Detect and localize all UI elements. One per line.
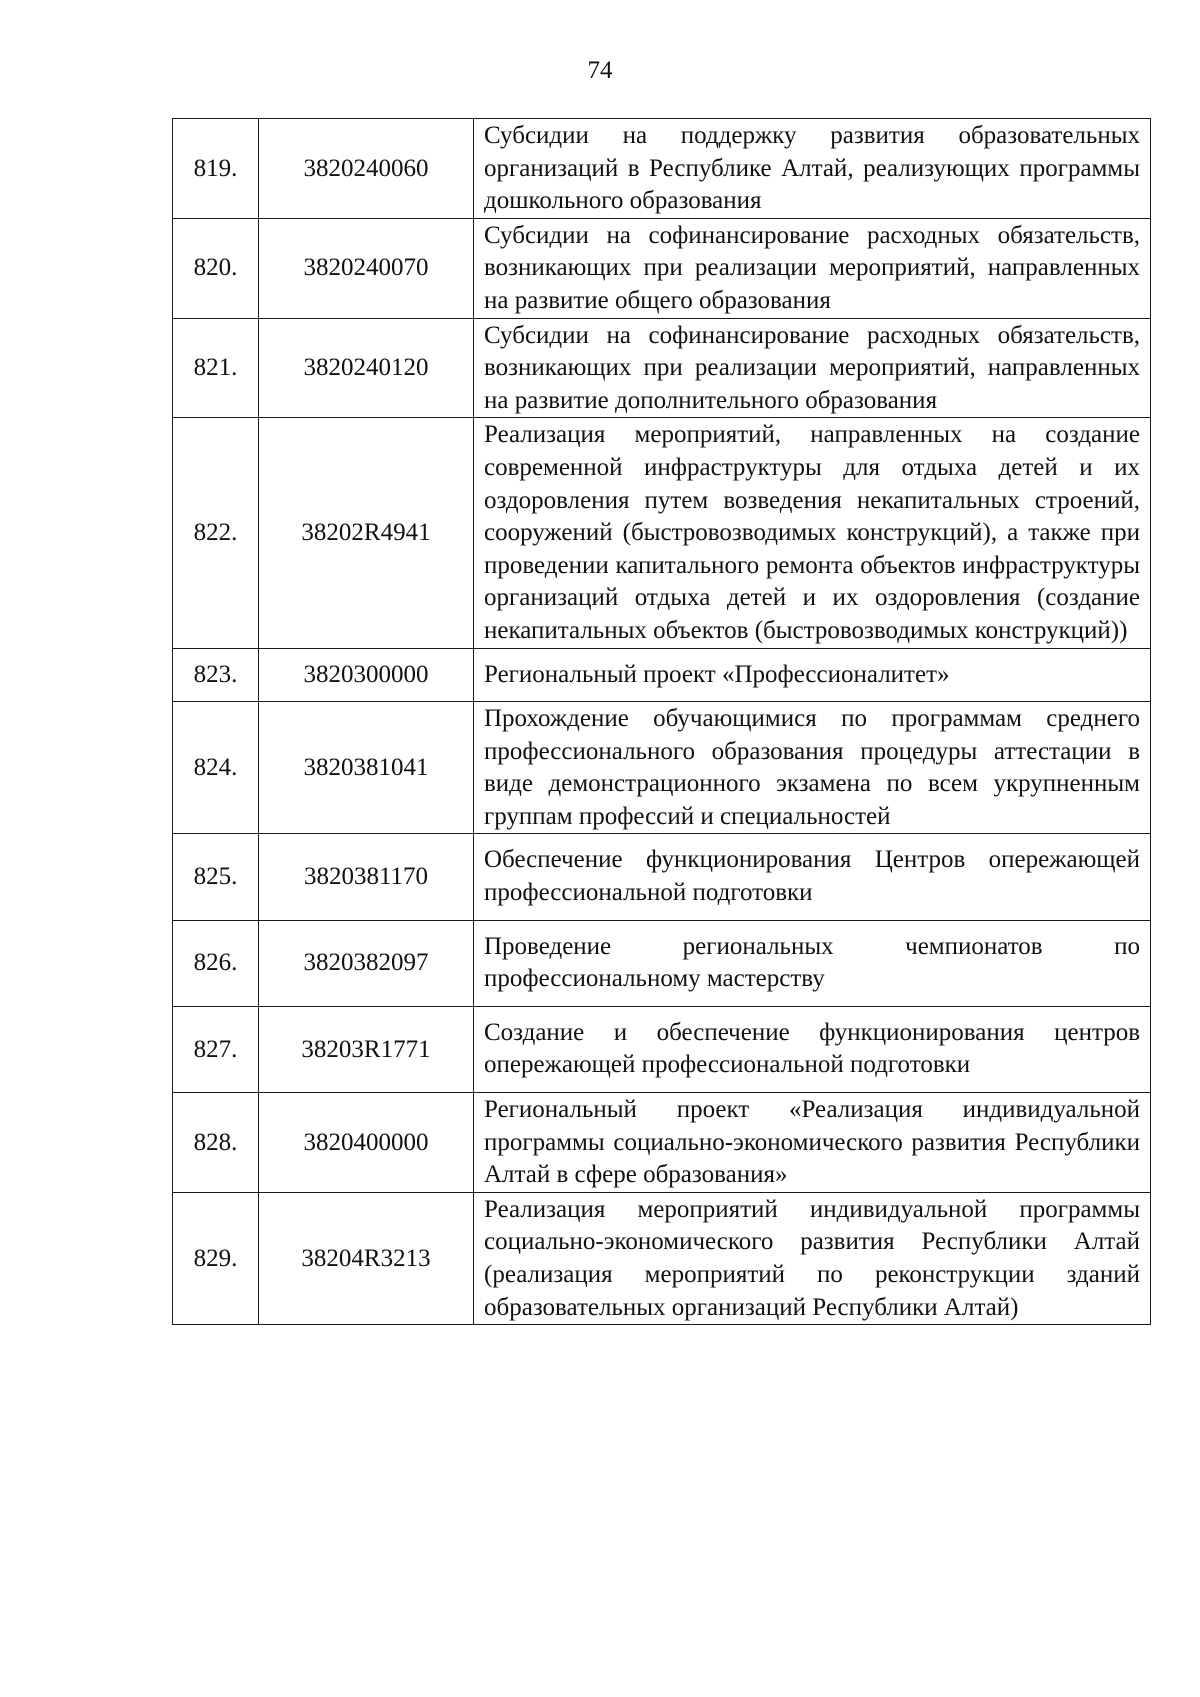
row-description: Реализация мероприятий, направленных на создание современной инфраструктуры для отдыха детей и их оздоровления путем возведения некапитальных строений, сооружений (быстровозводимых конструкций), а также при проведении капитального ремонта объектов инфраструктуры организаций отдыха детей и их оздоровления (создание некапитальных объектов (быстровозводимых конструкций)) — [474, 418, 1151, 648]
table-row — [173, 648, 1151, 702]
row-number: 820. — [173, 218, 259, 318]
row-code: 38202R4941 — [259, 418, 474, 648]
row-code: 3820240060 — [259, 119, 474, 219]
table-row — [173, 1006, 1151, 1092]
row-description: Региональный проект «Профессионалитет» — [474, 648, 1151, 702]
table-row — [173, 418, 1151, 648]
table-row — [173, 920, 1151, 1006]
row-number: 825. — [173, 834, 259, 920]
row-number: 824. — [173, 702, 259, 834]
row-number: 819. — [173, 119, 259, 219]
row-number: 828. — [173, 1093, 259, 1193]
table-row — [173, 702, 1151, 834]
table-row — [173, 1093, 1151, 1193]
row-code: 3820400000 — [259, 1093, 474, 1193]
row-code: 3820240120 — [259, 318, 474, 418]
row-description: Субсидии на софинансирование расходных обязательств, возникающих при реализации мероприятий, направленных на развитие общего образования — [474, 218, 1151, 318]
row-description: Региональный проект «Реализация индивидуальной программы социально-экономического развития Республики Алтай в сфере образования» — [474, 1093, 1151, 1193]
page-number: 74 — [587, 57, 613, 84]
row-number: 821. — [173, 318, 259, 418]
row-description: Реализация мероприятий индивидуальной программы социально-экономического развития Республики Алтай (реализация мероприятий по реконструкции зданий образовательных организаций Республики Алтай) — [474, 1192, 1151, 1324]
row-description: Субсидии на софинансирование расходных обязательств, возникающих при реализации мероприятий, направленных на развитие дополнительного образования — [474, 318, 1151, 418]
row-number: 829. — [173, 1192, 259, 1324]
table-row — [173, 119, 1151, 219]
row-code: 38204R3213 — [259, 1192, 474, 1324]
row-number: 827. — [173, 1006, 259, 1092]
row-code: 3820240070 — [259, 218, 474, 318]
row-code: 3820381170 — [259, 834, 474, 920]
row-number: 822. — [173, 418, 259, 648]
row-number: 823. — [173, 648, 259, 702]
row-description: Создание и обеспечение функционирования центров опережающей профессиональной подготовки — [474, 1006, 1151, 1092]
row-description: Прохождение обучающимися по программам среднего профессионального образования процедуры аттестации в виде демонстрационного экзамена по всем укрупненным группам профессий и специальностей — [474, 702, 1151, 834]
table-row — [173, 834, 1151, 920]
table-row — [173, 1192, 1151, 1324]
row-code: 3820300000 — [259, 648, 474, 702]
table-row — [173, 218, 1151, 318]
document-table — [172, 118, 1151, 1325]
row-code: 3820382097 — [259, 920, 474, 1006]
row-code: 3820381041 — [259, 702, 474, 834]
row-description: Субсидии на поддержку развития образовательных организаций в Республике Алтай, реализующих программы дошкольного образования — [474, 119, 1151, 219]
row-number: 826. — [173, 920, 259, 1006]
row-code: 38203R1771 — [259, 1006, 474, 1092]
row-description: Проведение региональных чемпионатов по профессиональному мастерству — [474, 920, 1151, 1006]
row-description: Обеспечение функционирования Центров опережающей профессиональной подготовки — [474, 834, 1151, 920]
table-row — [173, 318, 1151, 418]
